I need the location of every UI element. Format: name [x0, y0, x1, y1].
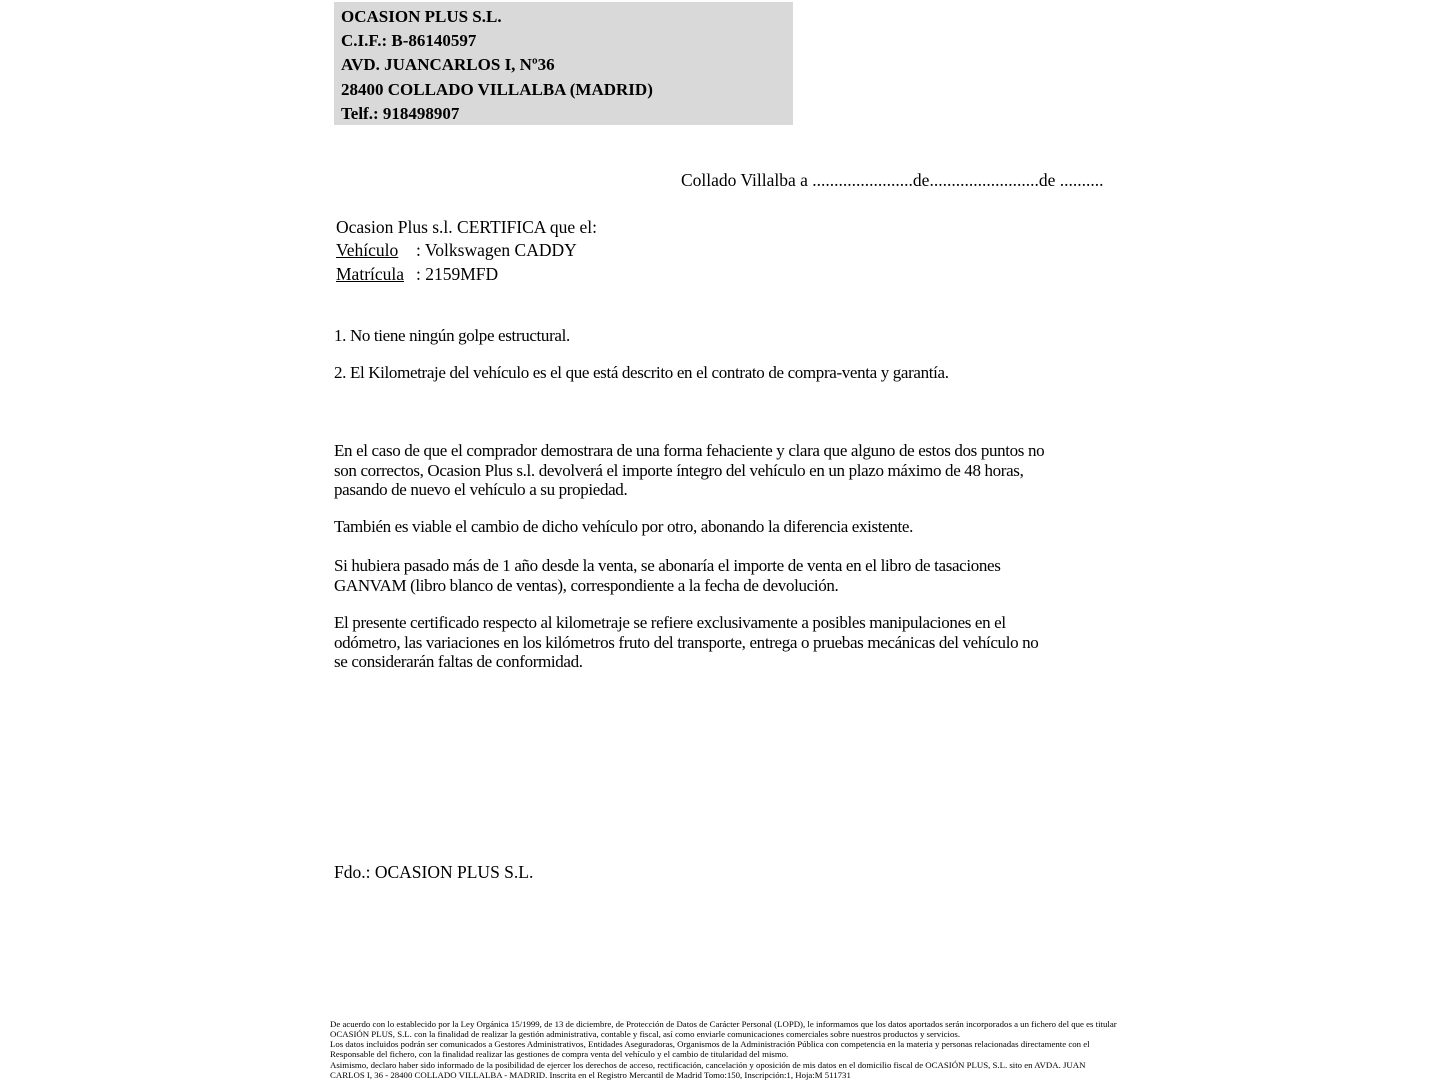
vehicle-row: [336, 239, 597, 262]
vehicle-value: : Volkswagen CADDY: [416, 240, 577, 261]
vehicle-label: Vehículo: [336, 240, 399, 261]
certification-intro: Ocasion Plus s.l. CERTIFICA que el:: [336, 217, 597, 237]
company-phone: Telf.: 918498907: [341, 103, 460, 123]
paragraph-odometer-line: odómetro, las variaciones en los kilómetros fruto del transporte, entrega o pruebas mecánicas del vehículo no: [334, 632, 1039, 652]
company-city: 28400 COLLADO VILLALBA (MADRID): [341, 79, 653, 99]
legal-footer-line: OCASIÓN PLUS, S.L. con la finalidad de realizar la gestión administrativa, contable y fiscal, así como enviarle comunicaciones comerciales sobre nuestros productos y servicios.: [330, 1029, 961, 1040]
date-line: Collado Villalba a .......................de.........................de ..........: [681, 170, 1104, 190]
paragraph-odometer: [334, 613, 1038, 672]
company-header-box: [334, 2, 793, 125]
signature-line: Fdo.: OCASION PLUS S.L.: [334, 862, 534, 882]
paragraph-ganvam-line: Si hubiera pasado más de 1 año desde la venta, se abonaría el importe de venta en el libro de tasaciones: [334, 556, 1001, 575]
paragraph-refund-line: En el caso de que el comprador demostrara de una forma fehaciente y clara que alguno de estos dos puntos no: [334, 441, 1045, 460]
company-address: AVD. JUANCARLOS I, Nº36: [341, 55, 555, 75]
condition-2-text: 2. El Kilometraje del vehículo es el que está descrito en el contrato de compra-venta y garantía.: [334, 363, 949, 382]
paragraph-ganvam: [334, 556, 1001, 595]
paragraph-refund-line: son correctos, Ocasion Plus s.l. devolverá el importe íntegro del vehículo en un plazo máximo de 48 horas,: [334, 460, 1024, 480]
legal-footer-line: Los datos incluidos podrán ser comunicados a Gestores Administrativos, Entidades Aseguradoras, Organismos de la Administración Pública con competencia en la materia y personas relacionadas directamente con el: [330, 1039, 1090, 1050]
paragraph-refund-line: pasando de nuevo el vehículo a su propiedad.: [334, 480, 628, 500]
paragraph-exchange: [334, 517, 913, 537]
legal-footer-line: Asimismo, declaro haber sido informado de la posibilidad de ejercer los derechos de acceso, rectificación, cancelación y oposición de mis datos en el domicilio fiscal de OCASIÓN PLUS, S.L. sito en AVDA. JUAN: [330, 1059, 1086, 1070]
legal-footer: [330, 1019, 1120, 1080]
condition-1: [334, 326, 570, 346]
plate-row: [336, 263, 597, 286]
legal-footer-line: CARLOS I, 36 - 28400 COLLADO VILLALBA - MADRID. Inscrita en el Registro Mercantil de Madrid Tomo:150, Inscripción:1, Hoja:M 511731: [330, 1069, 851, 1080]
condition-1-text: 1. No tiene ningún golpe estructural.: [334, 326, 570, 345]
condition-2: [334, 363, 949, 383]
paragraph-ganvam-line: GANVAM (libro blanco de ventas), correspondiente a la fecha de devolución.: [334, 575, 839, 595]
paragraph-odometer-line: El presente certificado respecto al kilometraje se refiere exclusivamente a posibles manipulaciones en el: [334, 613, 1006, 632]
company-name: OCASION PLUS S.L.: [341, 7, 502, 26]
plate-label: Matrícula: [336, 263, 405, 284]
certification-block: [336, 216, 597, 286]
paragraph-refund: [334, 441, 1044, 500]
company-cif: C.I.F.: B-86140597: [341, 31, 477, 51]
legal-footer-line: De acuerdo con lo establecido por la Ley Orgánica 15/1999, de 13 de diciembre, de Protección de Datos de Carácter Personal (LOPD), le informamos que los datos aportados serán incorporados a un fichero del que es titular: [330, 1019, 1117, 1029]
paragraph-odometer-line: se considerarán faltas de conformidad.: [334, 652, 583, 672]
plate-value: : 2159MFD: [416, 263, 499, 284]
paragraph-exchange-line: También es viable el cambio de dicho vehículo por otro, abonando la diferencia existente.: [334, 517, 913, 536]
legal-footer-line: Responsable del fichero, con la finalidad realizar las gestiones de compra venta del vehículo y el cambio de titularidad del mismo.: [330, 1049, 789, 1060]
